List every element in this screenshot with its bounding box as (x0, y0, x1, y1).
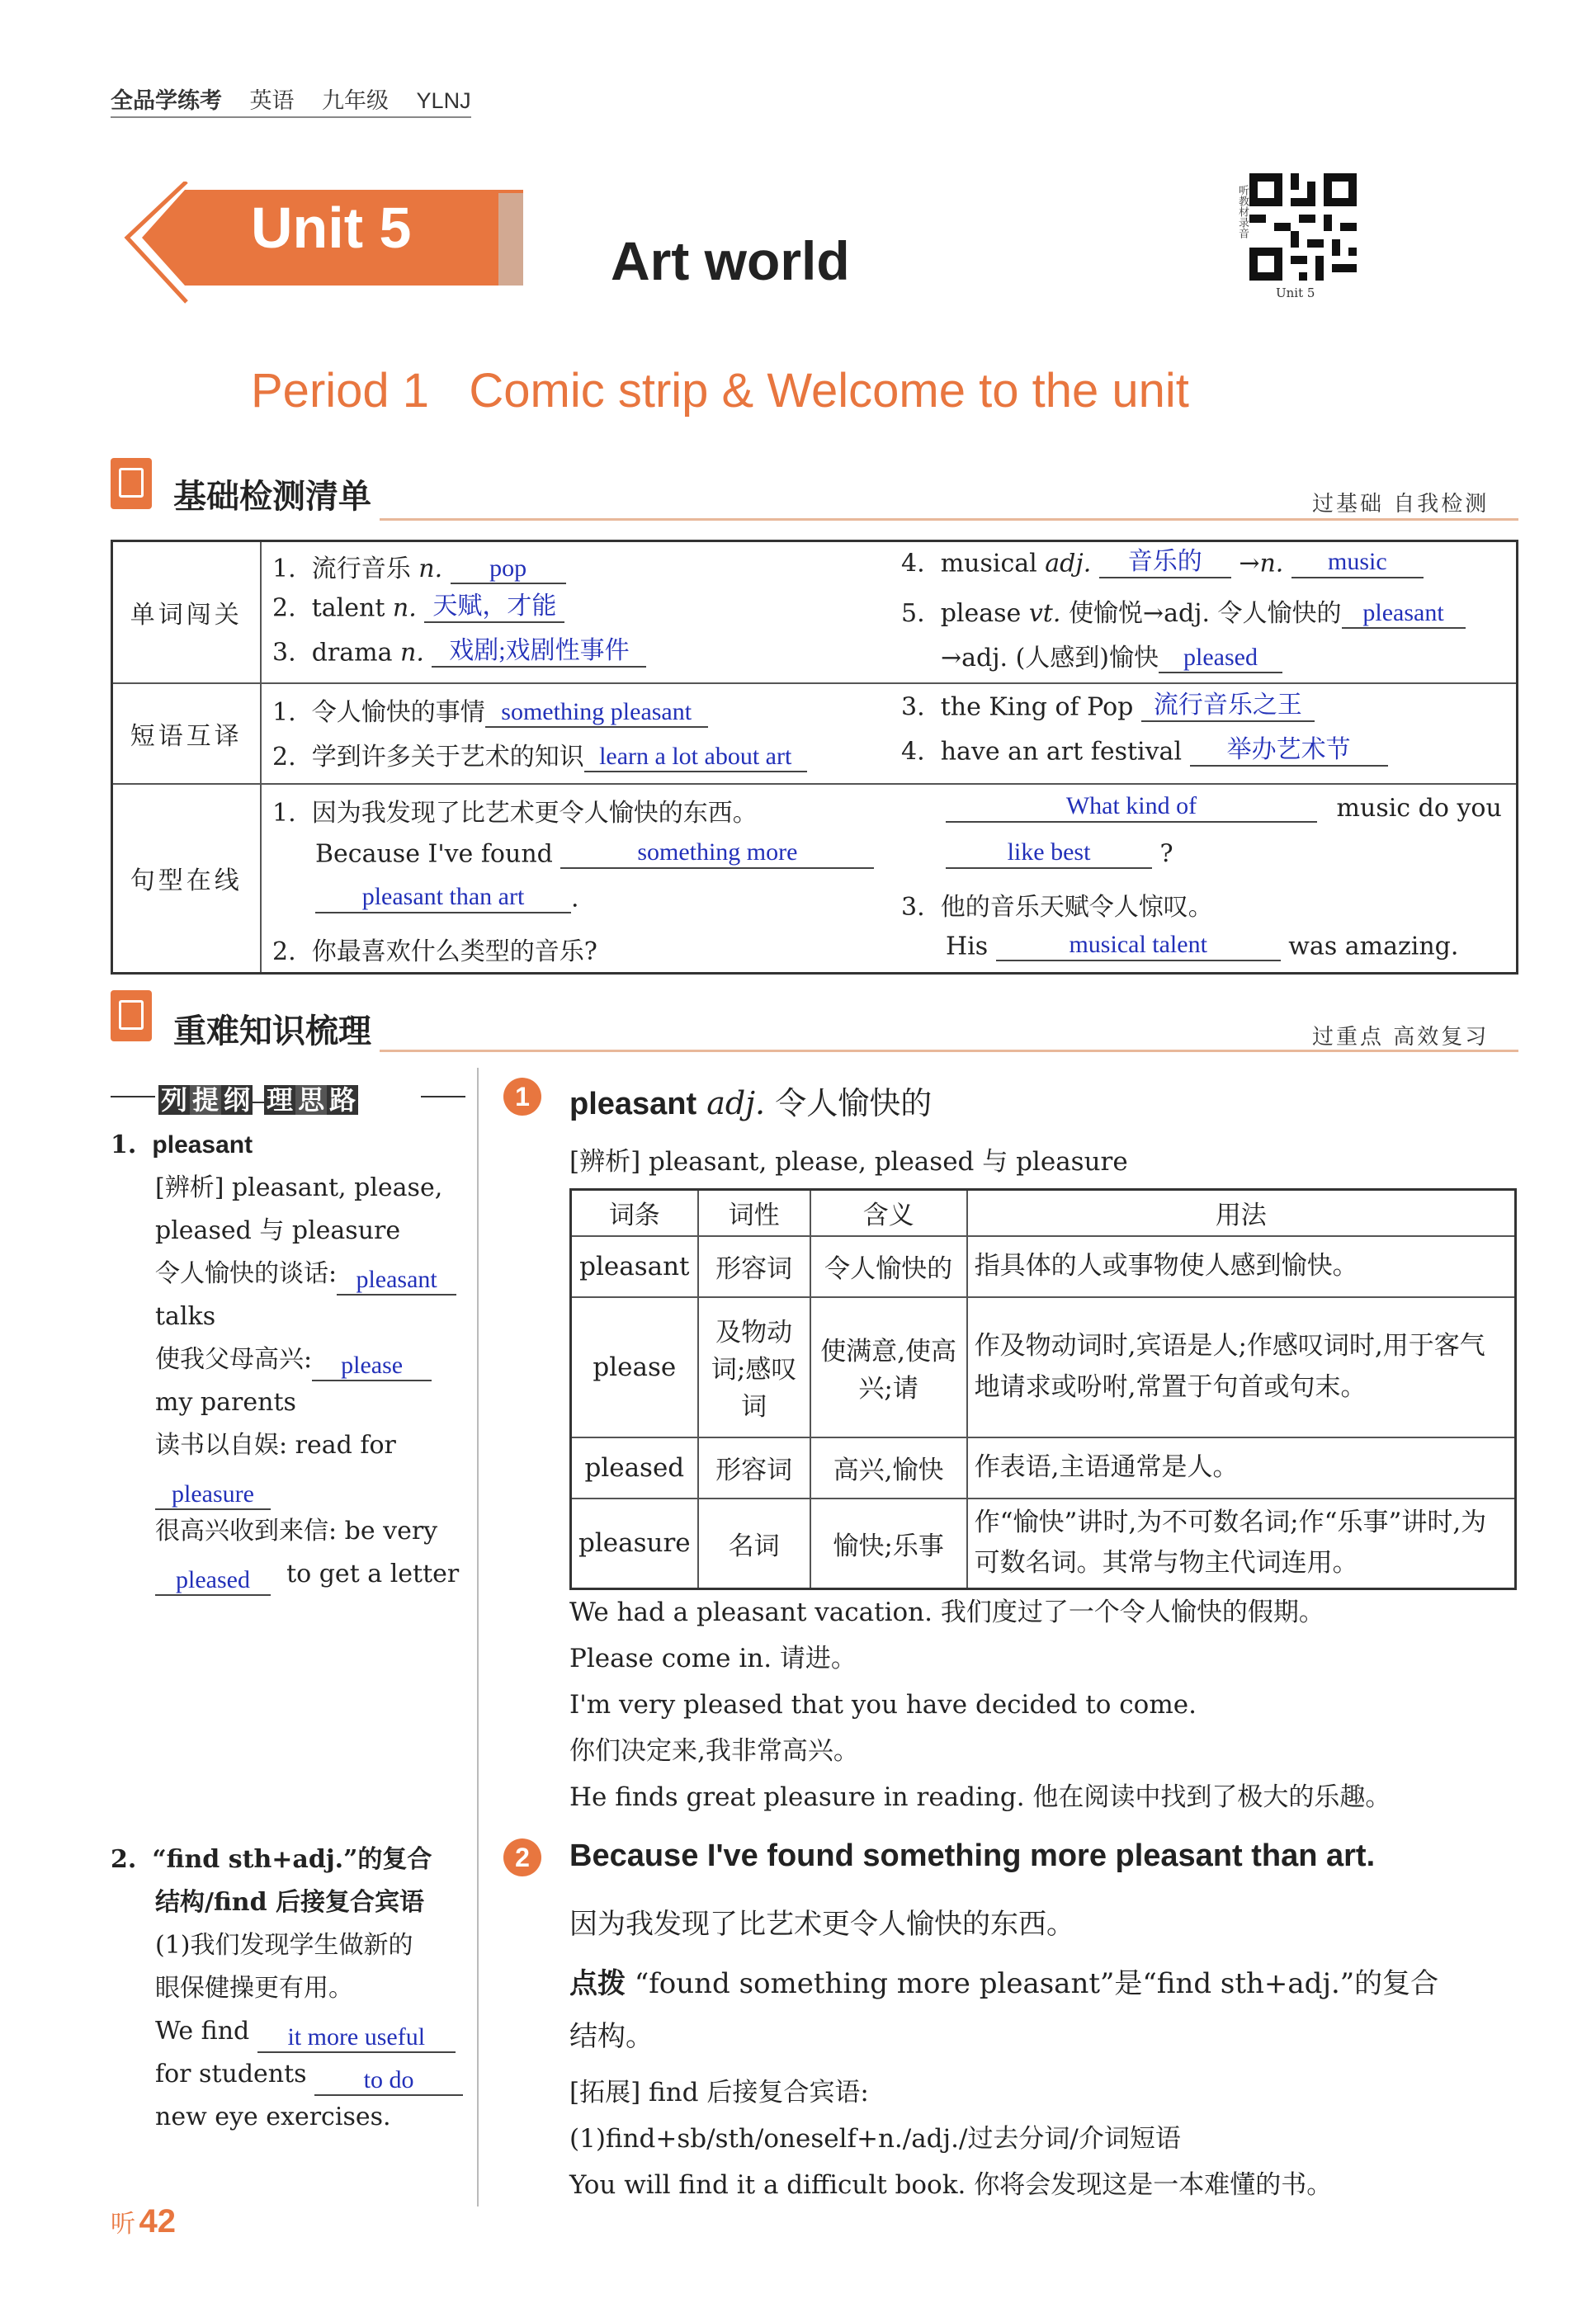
item-number: 3. (901, 692, 925, 722)
grade: 九年级 (322, 88, 390, 113)
footer-prefix: 听 (111, 2211, 135, 2238)
item-number: 4. (901, 549, 925, 578)
outline-line: 使我父母高兴: please (155, 1338, 459, 1381)
arrow-label: →n. (1239, 549, 1284, 578)
answer-blank: like best (946, 838, 1152, 869)
extension-line: You will find it a difficult book. 你将会发现这是一本难懂的书。 (569, 2170, 1333, 2200)
section2-icon (111, 990, 152, 1041)
outline-line: 令人愉快的谈话: pleasant (155, 1253, 459, 1296)
outline-point-2: 2. “find sth+adj.”的复合 结构/find 后接复合宾语 (1)我们发现学生做新的 眼保健操更有用。 We find it more useful for students to do new eye exercises. (111, 1838, 463, 2139)
item-number: 3. (272, 638, 296, 668)
sentence-text: music do you (1336, 793, 1502, 823)
vocab-cn: 流行音乐 (311, 555, 411, 583)
section1-icon (111, 458, 152, 509)
sentence-text: was amazing. (1288, 932, 1459, 961)
outline-line: pleasure (155, 1467, 459, 1510)
table-header: 含义 (810, 1190, 967, 1236)
sentence-1-en-2 (315, 883, 579, 913)
outline-text: my parents (155, 1388, 296, 1417)
sentence-1-en (315, 838, 874, 869)
answer-blank: 举办艺术节 (1190, 736, 1388, 767)
book-name: 全品学练考 (111, 88, 222, 113)
outline-text: talks (155, 1302, 216, 1331)
part-of-speech: adj. (1045, 549, 1092, 578)
sentence-cn: 你最喜欢什么类型的音乐? (311, 937, 597, 966)
answer-blank: What kind of (946, 792, 1317, 823)
point-1-compare: [辨析] pleasant, please, pleased 与 pleasure (569, 1147, 1128, 1177)
table-header: 用法 (967, 1190, 1516, 1236)
vocab-item-5b (941, 637, 1282, 673)
unit-label: Unit 5 (251, 196, 412, 260)
phrase-item-2 (272, 736, 807, 772)
sentence-3-en (946, 931, 1458, 961)
example-line: Please come in. 请进。 (569, 1644, 857, 1673)
qr-code[interactable] (1235, 173, 1358, 305)
page-footer (111, 2203, 176, 2240)
answer-blank: pleasant (1342, 599, 1466, 630)
table-row: please 及物动词;感叹词 使满意,使高兴;请 作及物动词时,宾语是人;作感叹词时,用于客气地请求或吩咐,常置于句首或句末。 (571, 1297, 1516, 1437)
example-line: We had a pleasant vacation. 我们度过了一个令人愉快的假期。 (569, 1598, 1324, 1627)
point-2-extension (569, 2070, 1332, 2208)
outline-text: 很高兴收到来信: be very (155, 1517, 438, 1546)
vocab-label: 单词闯关 (112, 541, 261, 683)
item-number: 4. (901, 737, 925, 767)
extension-label: [拓展] find 后接复合宾语: (569, 2078, 869, 2107)
point-1-examples (569, 1589, 1391, 1820)
vocab-word: please (940, 599, 1022, 628)
unit-title: Art world (611, 230, 850, 291)
column-divider (477, 1068, 479, 2207)
answer-blank: 天赋，才能 (424, 592, 564, 623)
section1-tag: 过基础 自我检测 (1312, 492, 1490, 517)
qr-caption: Unit 5 (1276, 286, 1315, 300)
part-of-speech: n. (392, 593, 417, 623)
section2-tag: 过重点 高效复习 (1312, 1025, 1490, 1050)
qr-side-label: 听教材录音 (1236, 185, 1249, 238)
outline-text: 读书以自娱: read for (155, 1431, 396, 1460)
tip-text: 结构。 (569, 2020, 654, 2053)
part-of-speech: n. (418, 555, 443, 583)
vocab-item-4 (901, 548, 1424, 578)
outline-point-1-head: 1. pleasant (111, 1130, 253, 1159)
outline-line: pleased to get a letter (155, 1553, 459, 1596)
phrase-en: the King of Pop (940, 692, 1134, 722)
phrase-cn: 学到许多关于艺术的知识 (311, 743, 584, 772)
vocab-word: musical (940, 549, 1037, 578)
sentences-label: 句型在线 (112, 784, 261, 974)
vocab-cn: →adj. (人感到)愉快 (941, 644, 1159, 673)
section2-title: 重难知识梳理 (173, 1013, 371, 1050)
phrase-item-4 (901, 736, 1388, 767)
point-2-cn: 因为我发现了比艺术更令人愉快的东西。 (569, 1908, 1074, 1941)
answer-blank: 流行音乐之王 (1141, 691, 1315, 722)
tip-label: 点拨 (569, 1968, 626, 1999)
unit-banner (111, 182, 523, 294)
sentence-cn: 他的音乐天赋令人惊叹。 (940, 893, 1213, 922)
example-line: He finds great pleasure in reading. 他在阅读中找到了极大的乐趣。 (569, 1782, 1391, 1812)
outline-point-1-body (155, 1167, 459, 1596)
phrases-label: 短语互译 (112, 683, 261, 784)
sentence-text: Because I've found (315, 839, 553, 869)
sentence-2-en-2 (946, 838, 1173, 869)
answer-blank: 音乐的 (1099, 548, 1231, 578)
sentence-cn: 因为我发现了比艺术更令人愉快的东西。 (311, 799, 758, 828)
period-title: Period 1 Comic strip & Welcome to the unit (251, 364, 1189, 418)
item-number: 2. (272, 743, 296, 772)
phrase-cn: 令人愉快的事情 (311, 698, 485, 727)
answer-blank: something more (560, 838, 874, 869)
vocab-cn: 使愉悦→adj. 令人愉快的 (1068, 599, 1342, 628)
item-number: 2. (272, 937, 296, 966)
part-of-speech: vt. (1028, 599, 1061, 628)
section1-divider (380, 518, 1518, 521)
point-1-title: pleasant adj. 令人愉快的 (569, 1085, 933, 1121)
sentence-2-en (946, 792, 1502, 823)
section1-title: 基础检测清单 (173, 479, 371, 515)
part-of-speech: n. (400, 638, 424, 668)
answer-blank: pleasant than art (315, 883, 571, 913)
extension-line: (1)find+sb/sth/oneself+n./adj./过去分词/介词短语 (569, 2124, 1181, 2154)
item-number: 2. (272, 593, 296, 623)
punctuation: . (571, 884, 579, 913)
vocab-word: drama (311, 638, 393, 668)
phrase-item-3 (901, 691, 1315, 722)
vocab-word: talent (311, 593, 385, 623)
table-row: pleased 形容词 高兴,愉快 作表语,主语通常是人。 (571, 1437, 1516, 1499)
table-header: 词性 (698, 1190, 810, 1236)
answer-blank: music (1291, 548, 1424, 578)
example-line: I'm very pleased that you have decided to come. (569, 1690, 1197, 1720)
point-2-tip (569, 1957, 1438, 2063)
subject: 英语 (249, 88, 295, 113)
phrase-item-1 (272, 691, 708, 728)
table-row: pleasure 名词 愉快;乐事 作“愉快”讲时,为不可数名词;作“乐事”讲时,为可数名词。其常与物主代词连用。 (571, 1499, 1516, 1589)
vocab-item-5 (901, 592, 1466, 629)
answer-blank: pop (451, 555, 566, 585)
outline-text: [辨析] pleasant, please, (155, 1173, 443, 1202)
sentence-1-cn (272, 792, 758, 828)
sentence-2-cn (272, 931, 597, 967)
answer-blank: musical talent (996, 931, 1281, 961)
vocab-item-1 (272, 548, 566, 584)
page-number: 42 (139, 2203, 176, 2240)
point-2-badge: 2 (503, 1838, 541, 1876)
outline-title-chars: 列 提 纲 理 思 路 (158, 1079, 358, 1117)
table-row: pleasant 形容词 令人愉快的 指具体的人或事物使人感到愉快。 (571, 1236, 1516, 1297)
punctuation: ? (1159, 839, 1173, 869)
qr-pattern-icon (1249, 173, 1357, 281)
item-number: 1. (272, 799, 296, 828)
table-header: 词条 (571, 1190, 698, 1236)
item-number: 5. (901, 599, 925, 628)
outline-title (111, 1079, 465, 1116)
item-number: 1. (272, 698, 296, 727)
item-number: 1. (272, 555, 296, 583)
outline-text: pleased 与 pleasure (155, 1216, 401, 1245)
answer-blank: 戏剧;戏剧性事件 (432, 637, 646, 668)
book-header (111, 83, 471, 118)
answer-blank: learn a lot about art (584, 743, 807, 773)
phrase-en: have an art festival (940, 737, 1183, 767)
sentence-text: His (946, 932, 989, 961)
example-line: 你们决定来,我非常高兴。 (569, 1736, 859, 1766)
edition: YLNJ (416, 88, 471, 113)
point-2-sentence: Because I've found something more pleasant than art. (569, 1838, 1376, 1873)
item-number: 3. (901, 893, 925, 922)
comparison-table (569, 1188, 1517, 1590)
answer-blank: pleased (1159, 644, 1282, 674)
tip-text: “found something more pleasant”是“find sth+adj.”的复合 (634, 1967, 1439, 2000)
vocab-item-3 (272, 637, 646, 668)
vocab-item-2 (272, 592, 564, 623)
sentence-3-cn (901, 886, 1213, 923)
answer-blank: something pleasant (485, 698, 708, 729)
point-1-badge: 1 (503, 1078, 541, 1116)
